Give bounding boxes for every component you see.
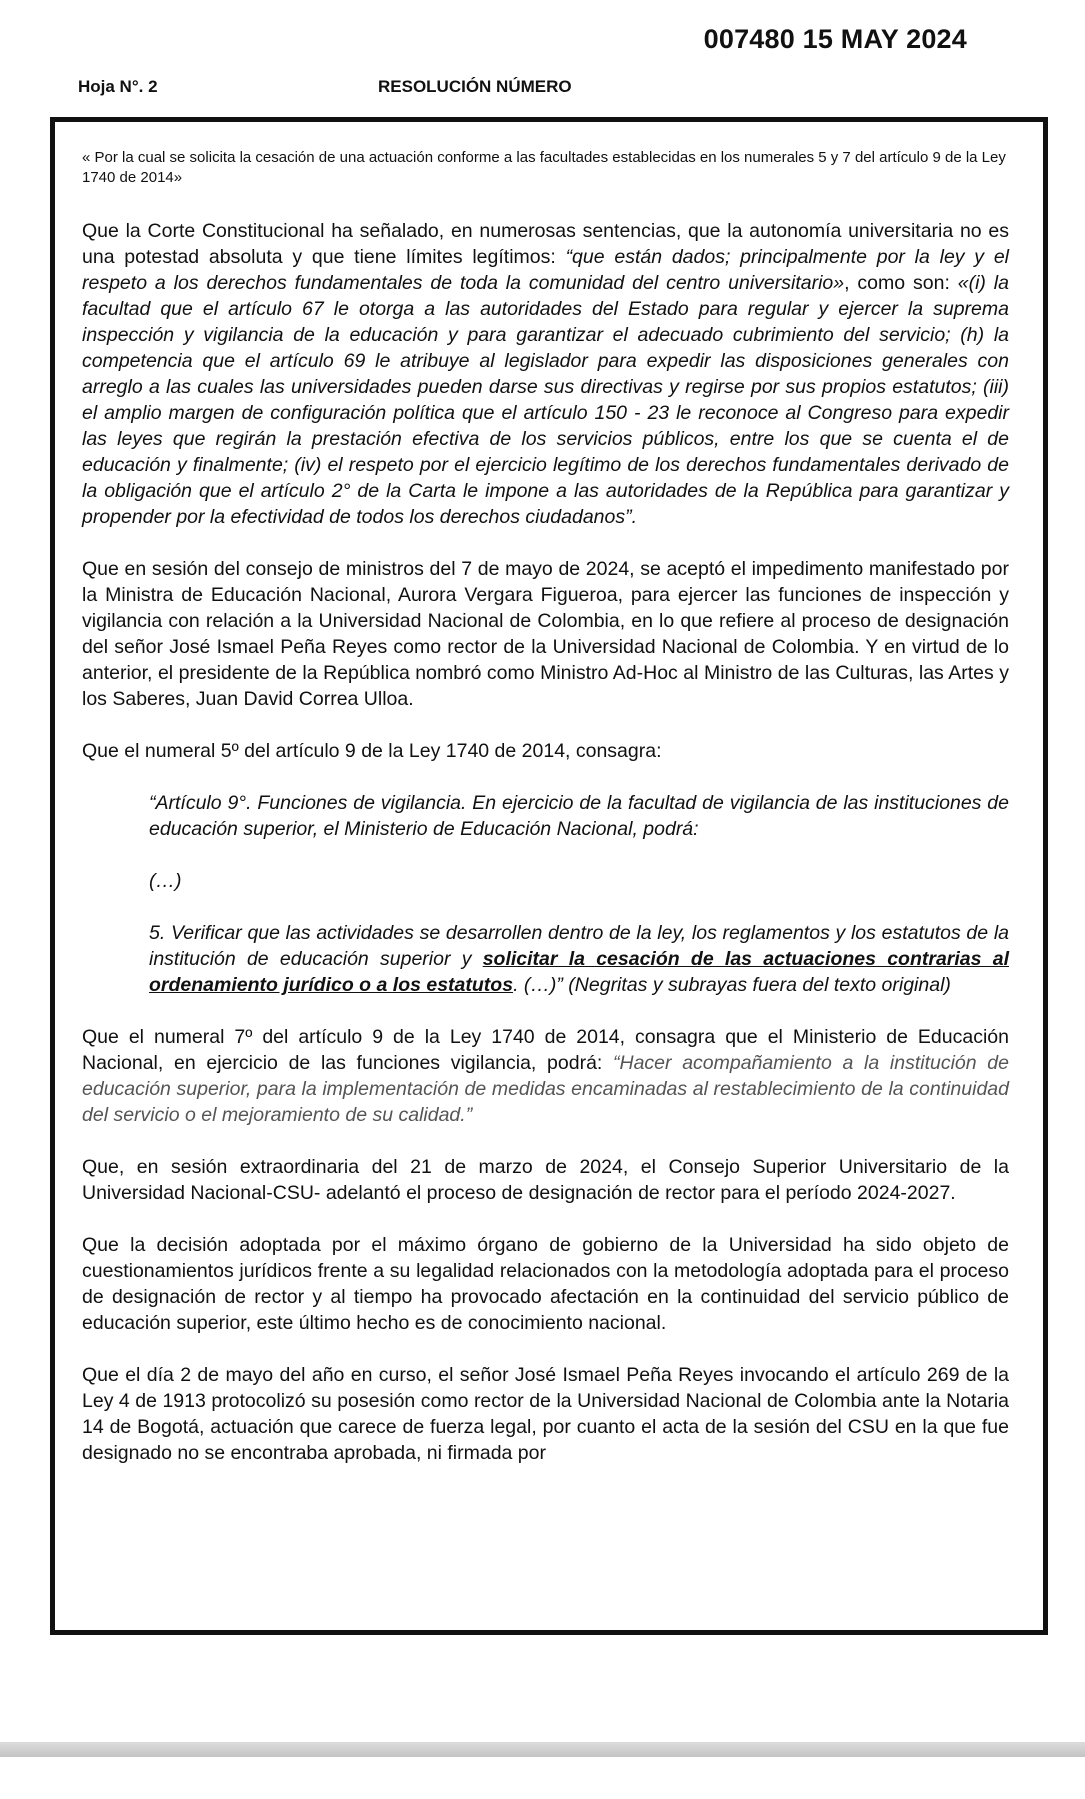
q3-underlined: solicitar la cesación de las actuaciones contrarias al ordenamiento jurídico o a los estatutos [149,948,1009,996]
p1-connector: , como son: [844,272,958,294]
epigraph: « Por la cual se solicita la cesación de una actuación conforme a las facultades establecidas en los numerales 5 y 7 del artículo 9 de la Ley 1740 de 2014» [82,149,1006,186]
p4-quote: “Hacer acompañamiento a la institución de educación superior, para la implementación de medidas encaminadas al restablecimiento de la continuidad del servicio o el mejoramiento de su calidad.” [82,1052,1009,1126]
p4-text: Que el numeral 7º del artículo 9 de la Ley 1740 de 2014, consagra que el Ministerio de Educación Nacional, en ejercicio de las funciones vigilancia, podrá: [82,1026,1009,1074]
q3-tail: . (…)” (Negritas y subrayas fuera del texto original) [513,974,951,996]
sheet-number: Hoja N°. 2 [78,77,158,96]
paragraph-decision: Que la decisión adoptada por el máximo órgano de gobierno de la Universidad ha sido objeto de cuestionamientos jurídicos frente a su legalidad relacionados con la metodología adoptada para el proceso de designación de rector y al tiempo ha provocado afectación en la continuidad del servicio público de educación superior, este último hecho es de conocimiento nacional. [82,1234,1009,1334]
q3-text: 5. Verificar que las actividades se desarrollen dentro de la ley, los reglamentos y los estatutos de la institución de educación superior y [149,922,1009,970]
resolution-label: RESOLUCIÓN NÚMERO [378,77,572,96]
p1-list-quote: «(i) la facultad que el artículo 67 le otorga a las autoridades del Estado para regular y ejercer la suprema inspección y vigilancia de la educación y para garantizar el adecuado cubrimiento del servicio; (h) la competencia que el artículo 69 le atribuye al legislador para expedir las disposiciones generales con arreglo a las cuales las universidades pueden darse sus directivas y regirse por sus propios estatutos; (iii) el amplio margen de configuración política que el artículo 150 - 23 le reconoce al Congreso para expedir las leyes que regirán la prestación efectiva de los servicios públicos, entre los que se cuenta el de educación y finalmente; (iv) el respeto por el ejercicio legítimo de los derechos fundamentales derivado de la obligación que el artículo 2° de la Carta le impone a las autoridades de la República para garantizar y propender por la efectividad de todos los derechos ciudadanos”. [82,272,1009,528]
p1-quote: “que están dados; principalmente por la ley y el respeto a los derechos fundamentales de toda la comunidad del centro universitario» [82,246,1009,294]
paragraph-council-of-ministers: Que en sesión del consejo de ministros del 7 de mayo de 2024, se aceptó el impedimento manifestado por la Ministra de Educación Nacional, Aurora Vergara Figueroa, para ejercer las funciones de inspección y vigilancia con relación a la Universidad Nacional de Colombia, en lo que refiere al proceso de designación del señor José Ismael Peña Reyes como rector de la Universidad Nacional de Colombia. Y en virtud de lo anterior, el presidente de la República nombró como Ministro Ad-Hoc al Ministro de las Culturas, las Artes y los Saberes, Juan David Correa Ulloa. [82,558,1009,710]
p1-text: Que la Corte Constitucional ha señalado, en numerosas sentencias, que la autonomía universitaria no es una potestad absoluta y que tiene límites legítimos: [82,220,1009,268]
paragraph-extraordinary-session: Que, en sesión extraordinaria del 21 de marzo de 2024, el Consejo Superior Universitario de la Universidad Nacional-CSU- adelantó el proceso de designación de rector para el período 2024-2027. [82,1156,1009,1204]
bottom-divider [0,1742,1085,1757]
document-frame [50,117,1048,1635]
paragraph-possession: Que el día 2 de mayo del año en curso, el señor José Ismael Peña Reyes invocando el artículo 269 de la Ley 4 de 1913 protocolizó su posesión como rector de la Universidad Nacional de Colombia ante la Notaria 14 de Bogotá, actuación que carece de fuerza legal, por cuanto el acta de la sesión del CSU en la que fue designado no se encontraba aprobada, ni firmada por [82,1364,1009,1464]
paragraph-numeral-7 [82,1024,1009,1128]
bottom-blank [0,1757,1085,1799]
quote-article-9: “Artículo 9°. Funciones de vigilancia. En ejercicio de la facultad de vigilancia de las instituciones de educación superior, el Ministerio de Educación Nacional, podrá: [149,792,1009,840]
paragraph-constitutional-court [82,218,1009,530]
resolution-stamp: 007480 15 MAY 2024 [703,24,967,54]
quote-ellipsis: (…) [149,870,182,892]
quote-numeral-5 [149,920,1009,998]
document-body [82,218,1009,1466]
paragraph-numeral-5: Que el numeral 5º del artículo 9 de la Ley 1740 de 2014, consagra: [82,740,662,762]
